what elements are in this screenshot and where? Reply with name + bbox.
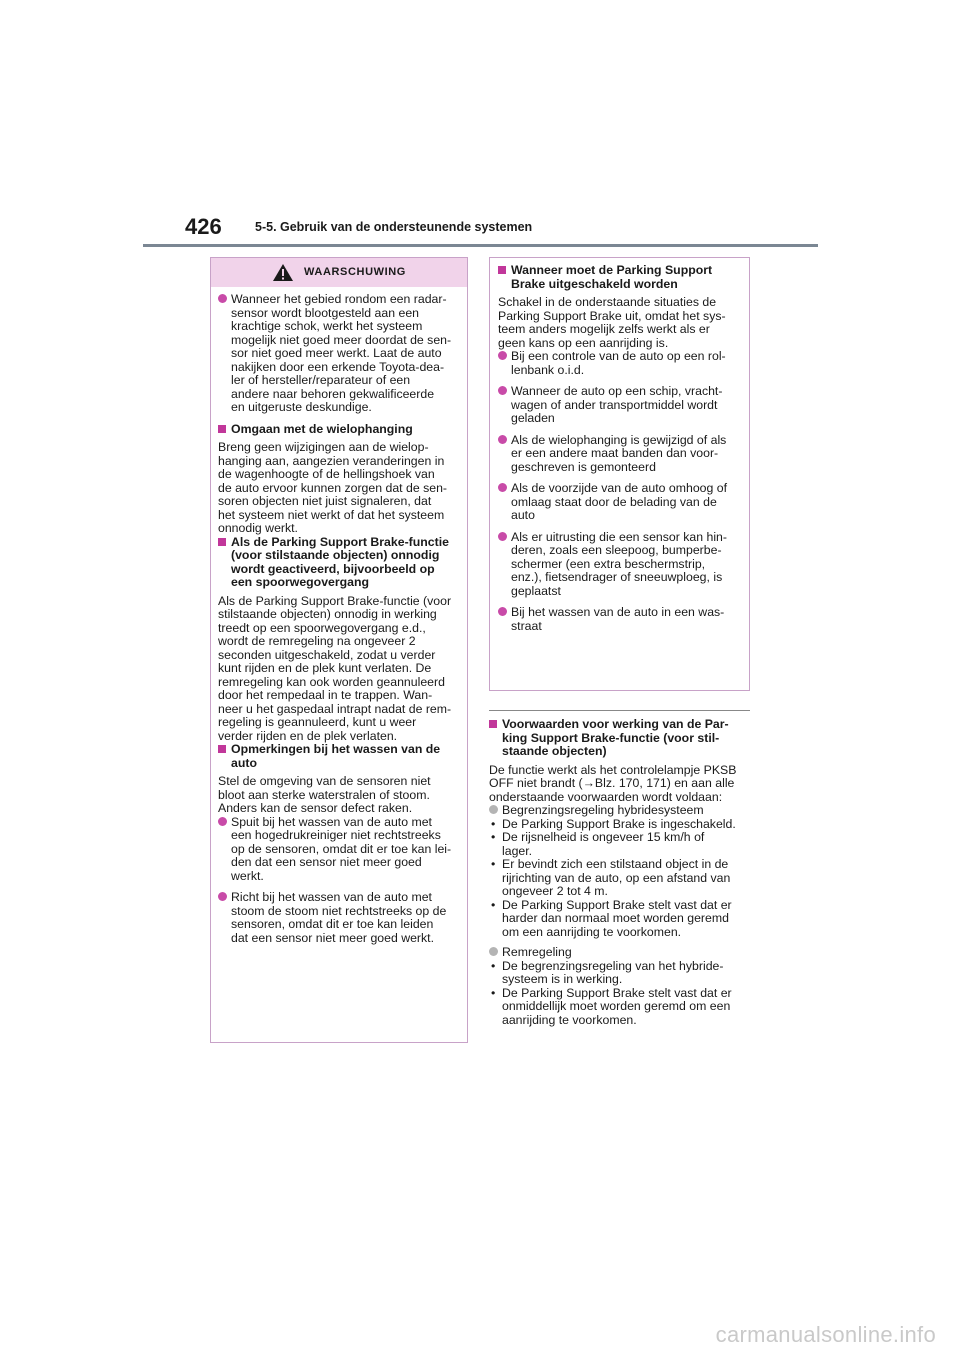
- list-item-text: Er bevindt zich een stilstaand object in de rijrichting van de auto, op een afstand van ongeveer 2 tot 4 m.: [502, 857, 731, 898]
- section-text: Als de Parking Support Brake-functie (voor stilstaande objecten) onnodig in werking treedt op een spoorwegovergang e.d., wordt de remregeling na ongeveer 2 seconden uitgeschakeld, zodat u verder kunt rijden en de plek kunt verlaten. De remregeling kan ook worden geannuleerd door het rempedaal in te trappen. Wan- neer u het gaspedaal intrapt nadat de rem- regeling is geannuleerd, kunt u weer verder rijden en de plek verlaten.: [218, 593, 452, 743]
- section-text: Breng geen wijzigingen aan de wielop- hanging aan, aangezien veranderingen in de wagenhoogte of de hellingshoek van de auto ervoor kunnen zorgen dat de sen- soren objecten niet juist signaleren, dat het systeem niet werkt of dat het systeem onnodig werkt.: [218, 440, 448, 535]
- warning-title: WAARSCHUWING: [304, 265, 406, 278]
- warning-box: [210, 257, 468, 1043]
- bullet-text: Als er uitrusting die een sensor kan hin- deren, zoals een sleepoog, bumperbe- schermer (een extra beschermstrip, enz.), fietsendrager of sneeuwploeg, is geplaatst: [511, 529, 727, 598]
- condition-group-title: [489, 946, 751, 960]
- list-item: • De begrenzingsregeling van het hybride- systeem is in werking.: [489, 960, 751, 987]
- bullet-text: Richt bij het wassen van de auto met stoom de stoom niet rechtstreeks op de sensoren, omdat dit er toe kan leiden dat een sensor niet meer goed werkt.: [231, 890, 447, 945]
- bullet-text: Wanneer het gebied rondom een radar- sensor wordt blootgesteld aan een krachtige schok, werkt het systeem mogelijk niet goed meer doordat de sen- sor niet goed meer werkt. Laat de auto nakijken door een erkende Toyota-dea- ler of hersteller/reparateur of een andere naar behoren gekwalificeerde en uitgeruste deskundige.: [231, 292, 452, 414]
- section-text: Stel de omgeving van de sensoren niet bloot aan sterke waterstralen of stoom.: [218, 774, 431, 802]
- page-number: 426: [185, 214, 222, 239]
- section-heading: [218, 536, 458, 590]
- bullet-icon: [498, 532, 507, 541]
- disable-bullet: [498, 385, 739, 426]
- bullet-icon: [218, 294, 227, 303]
- watermark: carmanualsonline.info: [715, 1322, 936, 1347]
- list-item: • De Parking Support Brake is ingeschakeld.: [489, 818, 751, 832]
- condition-group: [489, 804, 751, 939]
- square-bullet-icon: [498, 266, 506, 274]
- bullet-icon: [498, 483, 507, 492]
- bullet-icon: [218, 892, 227, 901]
- section-text: De functie werkt als het controlelampje PKSB OFF niet brandt (→Blz. 170, 171) en aan alle onderstaande voorwaarden wordt voldaan:: [489, 762, 737, 804]
- section-heading-text: Opmerkingen bij het wassen van de auto: [231, 742, 441, 770]
- bullet-text: Bij een controle van de auto op een rol- lenbank o.i.d.: [511, 349, 726, 377]
- warning-triangle-icon: [272, 263, 294, 282]
- list-item: • De Parking Support Brake stelt vast dat er harder dan normaal moet worden geremd om een aanrijding te voorkomen.: [489, 899, 751, 940]
- condition-group-title: [489, 804, 751, 818]
- running-head: 5-5. Gebruik van de ondersteunende systemen: [255, 220, 533, 234]
- disable-box: [489, 257, 750, 691]
- condition-group: [489, 946, 751, 1027]
- section-heading-text: Als de Parking Support Brake-functie (voor stilstaande objecten) onnodig wordt geactiveerd, bijvoorbeeld op een spoorwegovergang: [231, 534, 449, 589]
- square-bullet-icon: [218, 538, 226, 546]
- bullet-icon: [498, 607, 507, 616]
- list-item-text: De rijsnelheid is ongeveer 15 km/h of lager.: [502, 830, 705, 858]
- section-heading: [498, 264, 739, 291]
- square-bullet-icon: [218, 425, 226, 433]
- list-item: • Er bevindt zich een stilstaand object in de rijrichting van de auto, op een afstand van ongeveer 2 tot 4 m.: [489, 858, 751, 899]
- list-item-text: De Parking Support Brake is ingeschakeld.: [502, 816, 736, 831]
- bullet-icon: [498, 435, 507, 444]
- bullet-text: Als de voorzijde van de auto omhoog of omlaag staat door de belading van de auto: [511, 481, 728, 522]
- condition-group-title-text: Remregeling: [502, 945, 572, 959]
- disable-bullet: [498, 350, 739, 377]
- list-item: • De Parking Support Brake stelt vast dat er onmiddellijk moet worden geremd om een aanrijding te voorkomen.: [489, 987, 751, 1028]
- conditions-section: [489, 718, 751, 1034]
- washing-bullet: [218, 891, 458, 945]
- bullet-icon: [218, 817, 227, 826]
- section-text: Schakel in de onderstaande situaties de Parking Support Brake uit, omdat het sys- teem anders mogelijk zelfs werkt als er geen kans op een aanrijding is.: [498, 295, 726, 350]
- bullet-icon: [489, 805, 498, 814]
- bullet-text: Bij het wassen van de auto in een was- straat: [511, 605, 725, 633]
- bullet-icon: [498, 386, 507, 395]
- square-bullet-icon: [489, 720, 497, 728]
- disable-bullet: [498, 434, 739, 475]
- header-rule: [143, 244, 818, 247]
- section-heading: [489, 718, 751, 759]
- section-heading-text: Voorwaarden voor werking van de Par- king Support Brake-functie (voor stil- staande objecten): [502, 717, 729, 758]
- section-heading-text: Wanneer moet de Parking Support Brake uitgeschakeld worden: [511, 263, 713, 291]
- list-item-text: De begrenzingsregeling van het hybride- systeem is in werking.: [502, 958, 724, 986]
- washing-bullet: [218, 816, 458, 884]
- bullet-text: Wanneer de auto op een schip, vracht- wagen of ander transportmiddel wordt geladen: [511, 384, 723, 425]
- bullet-icon: [489, 947, 498, 956]
- section-heading: [218, 423, 458, 437]
- section-rule: [489, 710, 750, 711]
- list-item-text: De Parking Support Brake stelt vast dat er harder dan normaal moet worden geremd om een aanrijding te voorkomen.: [502, 897, 732, 939]
- list-item-text: De Parking Support Brake stelt vast dat er onmiddellijk moet worden geremd om een aanrijding te voorkomen.: [502, 985, 732, 1027]
- list-item: • De rijsnelheid is ongeveer 15 km/h of lager.: [489, 831, 751, 858]
- disable-bullet: [498, 531, 739, 599]
- section-text: Anders kan de sensor defect raken.: [218, 801, 413, 815]
- warning-header: [211, 258, 467, 287]
- section-heading: [218, 743, 458, 770]
- bullet-icon: [498, 351, 507, 360]
- disable-bullet: [498, 482, 739, 523]
- square-bullet-icon: [218, 745, 226, 753]
- condition-group-title-text: Begrenzingsregeling hybridesysteem: [502, 803, 704, 817]
- disable-bullet: [498, 606, 739, 633]
- warning-bullet: [218, 293, 458, 415]
- bullet-text: Spuit bij het wassen van de auto met een hogedrukreiniger niet rechtstreeks op de sensoren, omdat dit er toe kan lei- den dat een sensor niet meer goed werkt.: [231, 814, 452, 883]
- section-heading-text: Omgaan met de wielophanging: [231, 421, 413, 436]
- bullet-text: Als de wielophanging is gewijzigd of als er een andere maat banden dan voor- geschreven is gemonteerd: [511, 432, 727, 474]
